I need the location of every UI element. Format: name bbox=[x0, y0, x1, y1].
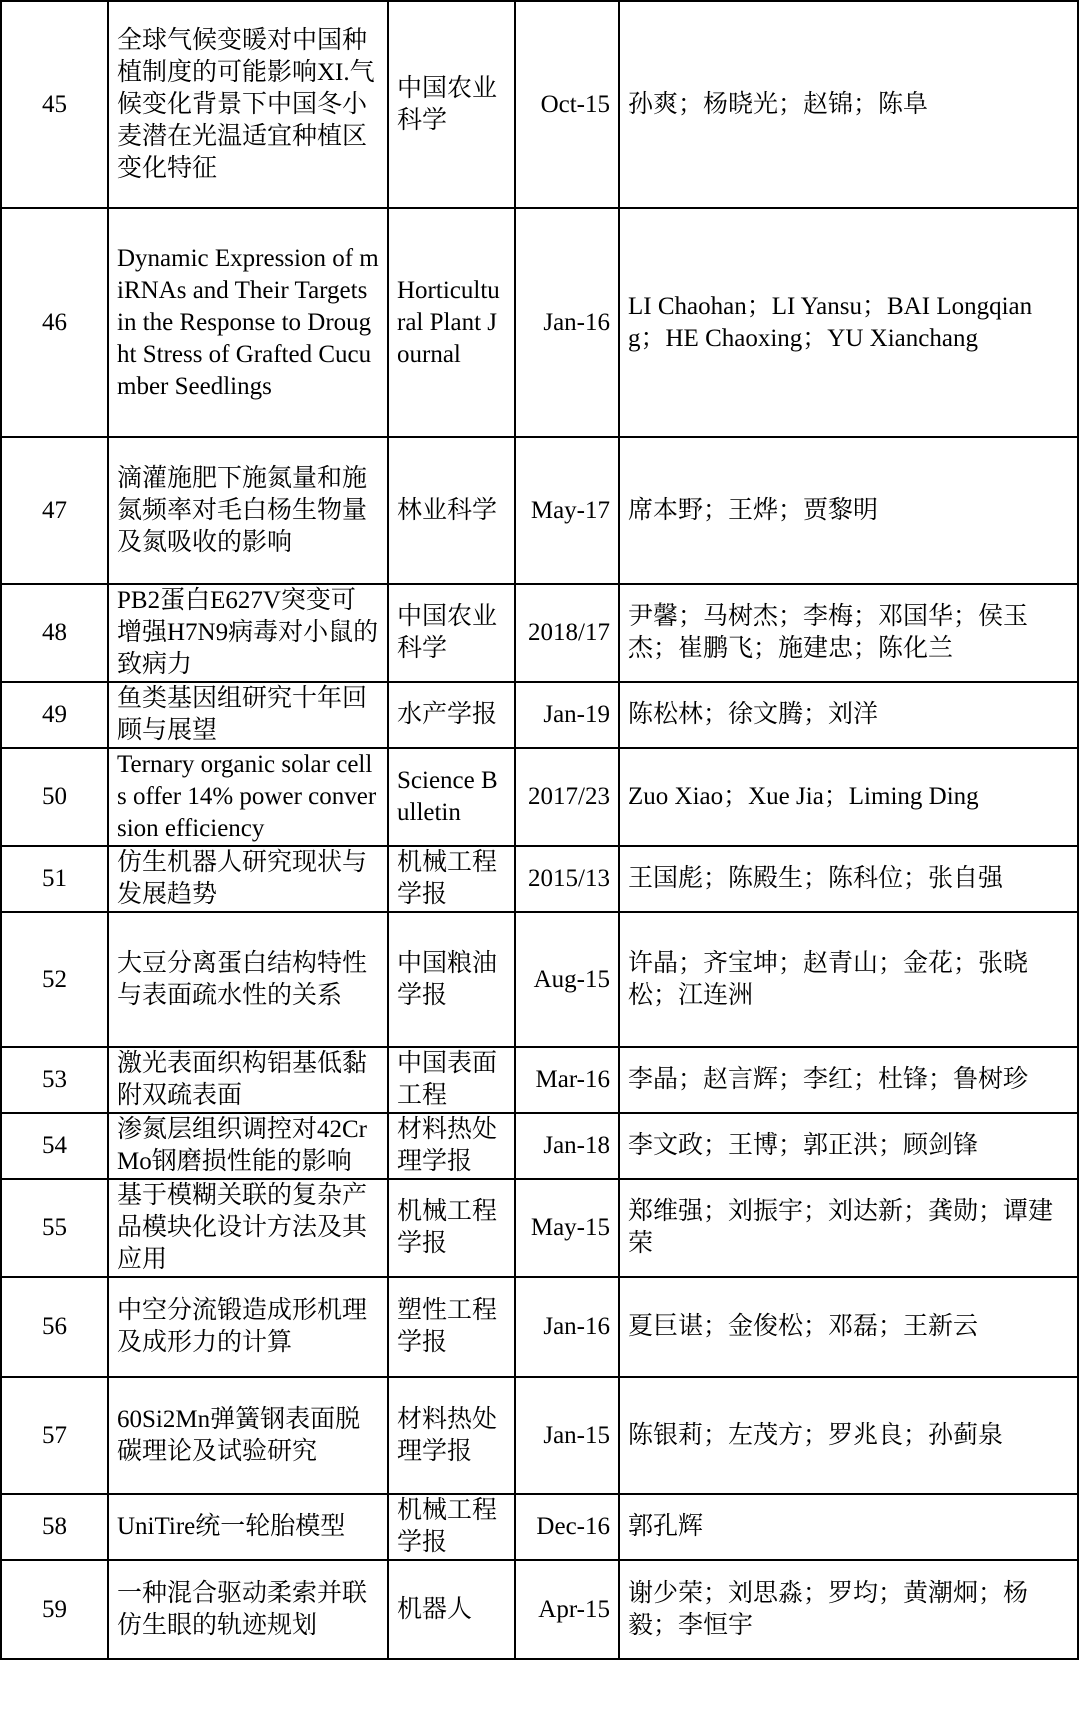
author-list: 李文政；王博；郭正洪；顾剑锋 bbox=[619, 1113, 1078, 1179]
publication-date: 2017/23 bbox=[515, 748, 619, 846]
author-list: 王国彪；陈殿生；陈科位；张自强 bbox=[619, 846, 1078, 912]
author-list: 郭孔辉 bbox=[619, 1494, 1078, 1560]
journal-name: 机械工程学报 bbox=[388, 1179, 515, 1277]
journal-name: 林业科学 bbox=[388, 437, 515, 584]
table-row bbox=[1, 1494, 1078, 1560]
publication-date: Jan-15 bbox=[515, 1377, 619, 1494]
table-row bbox=[1, 1047, 1078, 1113]
paper-title: 60Si2Mn弹簧钢表面脱碳理论及试验研究 bbox=[108, 1377, 388, 1494]
author-list: 夏巨谌；金俊松；邓磊；王新云 bbox=[619, 1277, 1078, 1377]
publication-date: Dec-16 bbox=[515, 1494, 619, 1560]
row-number: 50 bbox=[1, 748, 108, 846]
paper-title: 鱼类基因组研究十年回顾与展望 bbox=[108, 682, 388, 748]
table-row bbox=[1, 1179, 1078, 1277]
table-row bbox=[1, 846, 1078, 912]
journal-name: Horticultural Plant Journal bbox=[388, 208, 515, 437]
paper-title: 滴灌施肥下施氮量和施氮频率对毛白杨生物量及氮吸收的影响 bbox=[108, 437, 388, 584]
paper-title: 大豆分离蛋白结构特性与表面疏水性的关系 bbox=[108, 912, 388, 1047]
table-row bbox=[1, 748, 1078, 846]
table-row bbox=[1, 1377, 1078, 1494]
author-list: 李晶；赵言辉；李红；杜锋；鲁树珍 bbox=[619, 1047, 1078, 1113]
paper-title: 仿生机器人研究现状与发展趋势 bbox=[108, 846, 388, 912]
paper-title: Ternary organic solar cells offer 14% power conversion efficiency bbox=[108, 748, 388, 846]
publication-date: Jan-18 bbox=[515, 1113, 619, 1179]
row-number: 49 bbox=[1, 682, 108, 748]
journal-name: 中国农业科学 bbox=[388, 1, 515, 208]
row-number: 58 bbox=[1, 1494, 108, 1560]
table-row bbox=[1, 437, 1078, 584]
journal-name: Science Bulletin bbox=[388, 748, 515, 846]
publication-date: Oct-15 bbox=[515, 1, 619, 208]
publication-date: Apr-15 bbox=[515, 1560, 619, 1659]
publication-date: Mar-16 bbox=[515, 1047, 619, 1113]
publication-date: May-15 bbox=[515, 1179, 619, 1277]
journal-name: 机器人 bbox=[388, 1560, 515, 1659]
table-row bbox=[1, 1560, 1078, 1659]
row-number: 56 bbox=[1, 1277, 108, 1377]
paper-title: 全球气候变暖对中国种植制度的可能影响XI.气候变化背景下中国冬小麦潜在光温适宜种植区变化特征 bbox=[108, 1, 388, 208]
author-list: Zuo Xiao；Xue Jia；Liming Ding bbox=[619, 748, 1078, 846]
author-list: 孙爽；杨晓光；赵锦；陈阜 bbox=[619, 1, 1078, 208]
journal-name: 中国粮油学报 bbox=[388, 912, 515, 1047]
journal-name: 机械工程学报 bbox=[388, 846, 515, 912]
publication-date: 2015/13 bbox=[515, 846, 619, 912]
table-row bbox=[1, 682, 1078, 748]
author-list: 尹馨；马树杰；李梅；邓国华；侯玉杰；崔鹏飞；施建忠；陈化兰 bbox=[619, 584, 1078, 682]
paper-title: UniTire统一轮胎模型 bbox=[108, 1494, 388, 1560]
row-number: 59 bbox=[1, 1560, 108, 1659]
author-list: 谢少荣；刘思淼；罗均；黄潮炯；杨毅；李恒宇 bbox=[619, 1560, 1078, 1659]
table-row bbox=[1, 912, 1078, 1047]
author-list: 许晶；齐宝坤；赵青山；金花；张晓松；江连洲 bbox=[619, 912, 1078, 1047]
paper-title: 基于模糊关联的复杂产品模块化设计方法及其应用 bbox=[108, 1179, 388, 1277]
journal-name: 中国农业科学 bbox=[388, 584, 515, 682]
publication-date: Jan-19 bbox=[515, 682, 619, 748]
row-number: 46 bbox=[1, 208, 108, 437]
row-number: 53 bbox=[1, 1047, 108, 1113]
row-number: 55 bbox=[1, 1179, 108, 1277]
author-list: 陈银莉；左茂方；罗兆良；孙蓟泉 bbox=[619, 1377, 1078, 1494]
author-list: 席本野；王烨；贾黎明 bbox=[619, 437, 1078, 584]
author-list: 郑维强；刘振宇；刘达新；龚勋；谭建荣 bbox=[619, 1179, 1078, 1277]
row-number: 45 bbox=[1, 1, 108, 208]
table-row bbox=[1, 208, 1078, 437]
publication-date: Jan-16 bbox=[515, 208, 619, 437]
paper-title: 激光表面织构铝基低黏附双疏表面 bbox=[108, 1047, 388, 1113]
row-number: 57 bbox=[1, 1377, 108, 1494]
journal-name: 塑性工程学报 bbox=[388, 1277, 515, 1377]
journal-name: 机械工程学报 bbox=[388, 1494, 515, 1560]
publication-date: Jan-16 bbox=[515, 1277, 619, 1377]
publication-date: May-17 bbox=[515, 437, 619, 584]
journal-name: 材料热处理学报 bbox=[388, 1113, 515, 1179]
row-number: 48 bbox=[1, 584, 108, 682]
row-number: 51 bbox=[1, 846, 108, 912]
table-body bbox=[1, 1, 1078, 1659]
journal-name: 材料热处理学报 bbox=[388, 1377, 515, 1494]
journal-name: 中国表面工程 bbox=[388, 1047, 515, 1113]
paper-title: 一种混合驱动柔索并联仿生眼的轨迹规划 bbox=[108, 1560, 388, 1659]
paper-title: 中空分流锻造成形机理及成形力的计算 bbox=[108, 1277, 388, 1377]
paper-title: 渗氮层组织调控对42CrMo钢磨损性能的影响 bbox=[108, 1113, 388, 1179]
publication-date: 2018/17 bbox=[515, 584, 619, 682]
table-row bbox=[1, 1, 1078, 208]
journal-name: 水产学报 bbox=[388, 682, 515, 748]
author-list: LI Chaohan；LI Yansu；BAI Longqiang；HE Chaoxing；YU Xianchang bbox=[619, 208, 1078, 437]
table-row bbox=[1, 1113, 1078, 1179]
table-row bbox=[1, 584, 1078, 682]
paper-title: PB2蛋白E627V突变可增强H7N9病毒对小鼠的致病力 bbox=[108, 584, 388, 682]
row-number: 54 bbox=[1, 1113, 108, 1179]
row-number: 52 bbox=[1, 912, 108, 1047]
paper-title: Dynamic Expression of miRNAs and Their Targets in the Response to Drought Stress of Grafted Cucumber Seedlings bbox=[108, 208, 388, 437]
author-list: 陈松林；徐文腾；刘洋 bbox=[619, 682, 1078, 748]
table-row bbox=[1, 1277, 1078, 1377]
row-number: 47 bbox=[1, 437, 108, 584]
publication-date: Aug-15 bbox=[515, 912, 619, 1047]
